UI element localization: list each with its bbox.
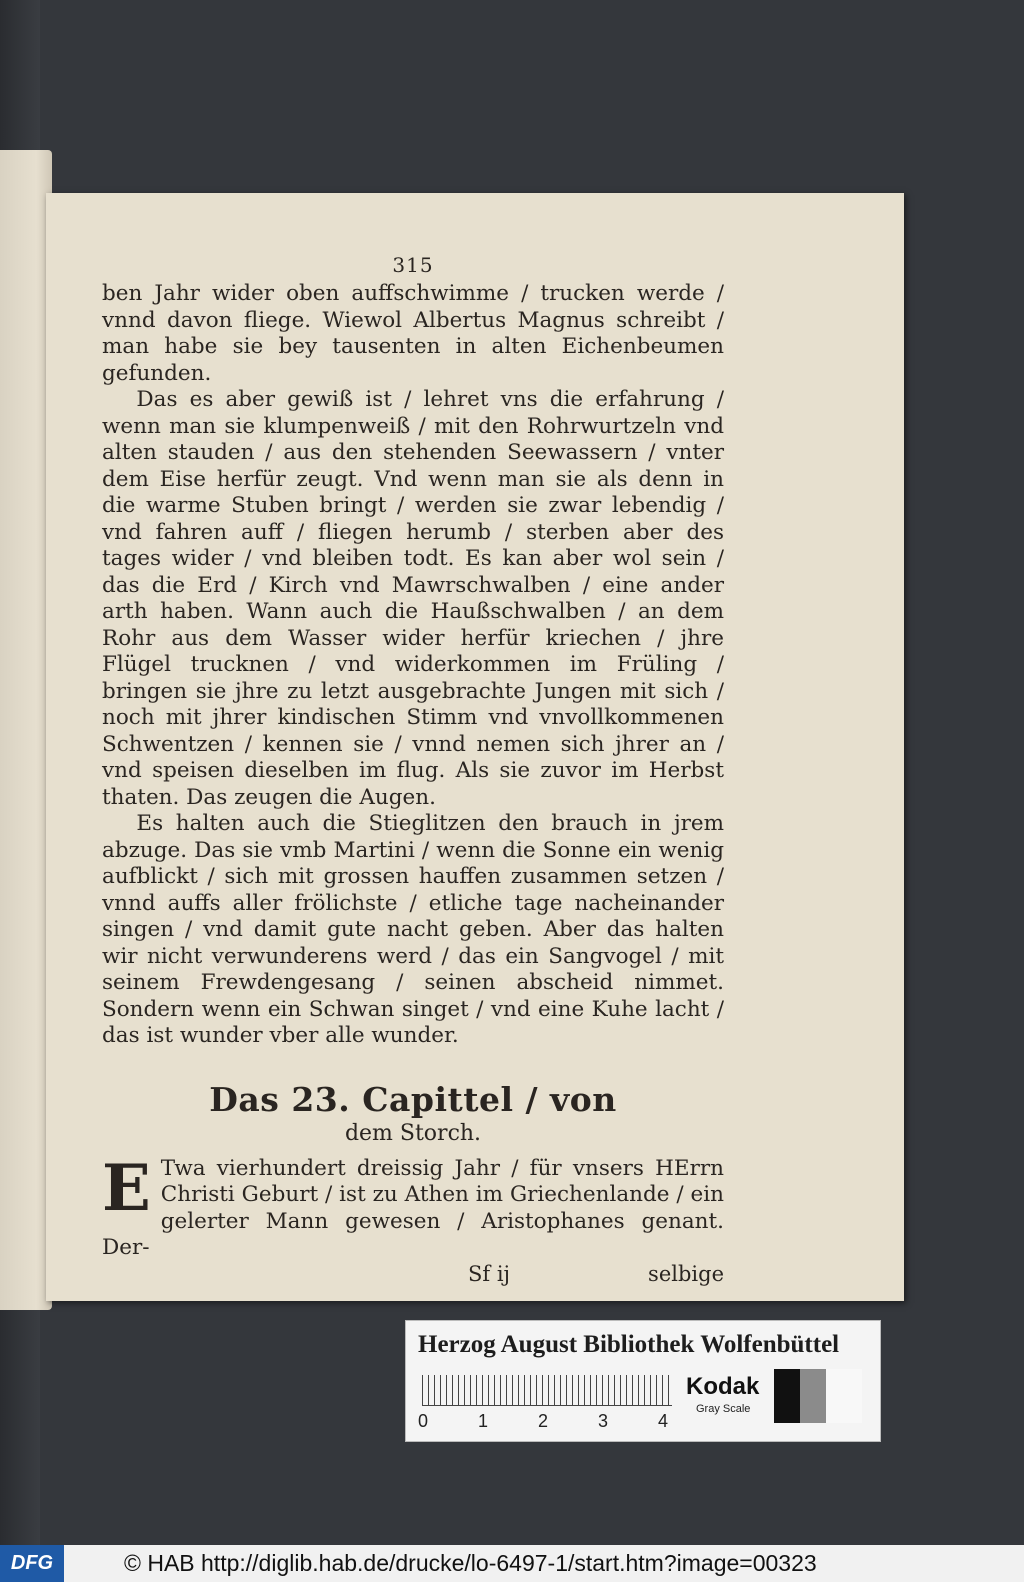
black-swatch xyxy=(774,1369,800,1423)
drop-cap: E xyxy=(102,1150,151,1226)
paragraph-1: ben Jahr wider oben auffschwimme / trucken werde / vnnd davon fliege. Wiewol Albertus Magnus schreibt / man habe sie bey tausenten in alten Eichenbeumen gefunden. xyxy=(102,281,724,386)
book-page xyxy=(46,193,904,1301)
kodak-logo: Kodak xyxy=(686,1373,760,1400)
previous-page-edge xyxy=(0,150,52,1310)
library-name: Herzog August Bibliothek Wolfenbüttel xyxy=(418,1331,840,1358)
dfg-logo: DFG xyxy=(0,1545,64,1582)
gray-swatch xyxy=(800,1369,826,1423)
paragraph-2: Das es aber gewiß ist / lehret vns die erfahrung / wenn man sie klumpenweiß / mit den Rohrwurtzeln vnd alten stauden / aus den stehenden Seewassern / vnter dem Eise herfür zeugt. Vnd wenn man sie als denn in die warme Stuben bringt / werden sie zwar lebendig / vnd fahren auff / fliegen herumb / sterben aber des tages wider / vnd bleiben todt. Es kan aber wol sein / das die Erd / Kirch vnd Mawrschwalben / eine ander arth haben. Wann auch die Haußschwalben / an dem Rohr aus dem Wasser wider herfür kriechen / jhre Flügel trucknen / vnd widerkommen im Früling / bringen sie jhre zu letzt ausgebrachte Jungen mit sich / noch mit jhrer kindischen Stimm vnd vnvollkommenen Schwentzen / kennen sie / vnnd nemen sich jhrer an / vnd speisen dieselben im flug. Als sie zuvor im Herbst thaten. Das zeugen die Augen. xyxy=(102,387,724,810)
ruler-label-3: 3 xyxy=(598,1411,609,1431)
page-footer xyxy=(102,1262,724,1290)
ruler-scale xyxy=(422,1375,672,1406)
page-number: 315 xyxy=(392,253,434,277)
white-swatch xyxy=(826,1369,862,1423)
catchword: selbige xyxy=(648,1261,724,1286)
page-content xyxy=(102,253,724,1290)
copyright-link[interactable]: © HAB http://diglib.hab.de/drucke/lo-6497-1/start.htm?image=00323 xyxy=(124,1550,817,1576)
signature-mark: Sf ij xyxy=(468,1261,511,1286)
body-text xyxy=(102,281,724,1050)
chapter-subtitle: dem Storch. xyxy=(344,1120,482,1146)
paragraph-3: Es halten auch die Stieglitzen den brauch in jrem abzuge. Das sie vmb Martini / wenn die Sonne ein wenig aufblickt / sich mit grossen hauffen zusammen setzen / vnnd auffs aller frölichste / etliche tage nacheinander singen / vnd damit gute nacht geben. Aber das halten wir nicht verwunderens werd / das ein Sangvogel / mit seinem Frewdengesang / seinen abscheid nimmet. Sondern wenn ein Schwan singet / vnd eine Kuhe lacht / das ist wunder vber alle wunder. xyxy=(102,811,724,1048)
chapter-body xyxy=(102,1150,724,1262)
ruler-label-4: 4 xyxy=(658,1411,669,1431)
ruler-label-1: 1 xyxy=(478,1411,489,1431)
gray-scale-label: Gray Scale xyxy=(696,1403,751,1415)
chapter-paragraph: Twa vierhundert dreissig Jahr / für vnsers HErrn Christi Geburt / ist zu Athen im Griechenlande / ein gelerter Mann gewesen / Aristophanes genant. Der- xyxy=(102,1155,724,1260)
ruler-label-0: 0 xyxy=(418,1411,429,1431)
chapter-title: Das 23. Capittel / von xyxy=(209,1079,617,1119)
ruler-label-2: 2 xyxy=(538,1411,549,1431)
color-calibration-chart xyxy=(405,1320,881,1442)
footer-bar xyxy=(0,1545,1024,1582)
